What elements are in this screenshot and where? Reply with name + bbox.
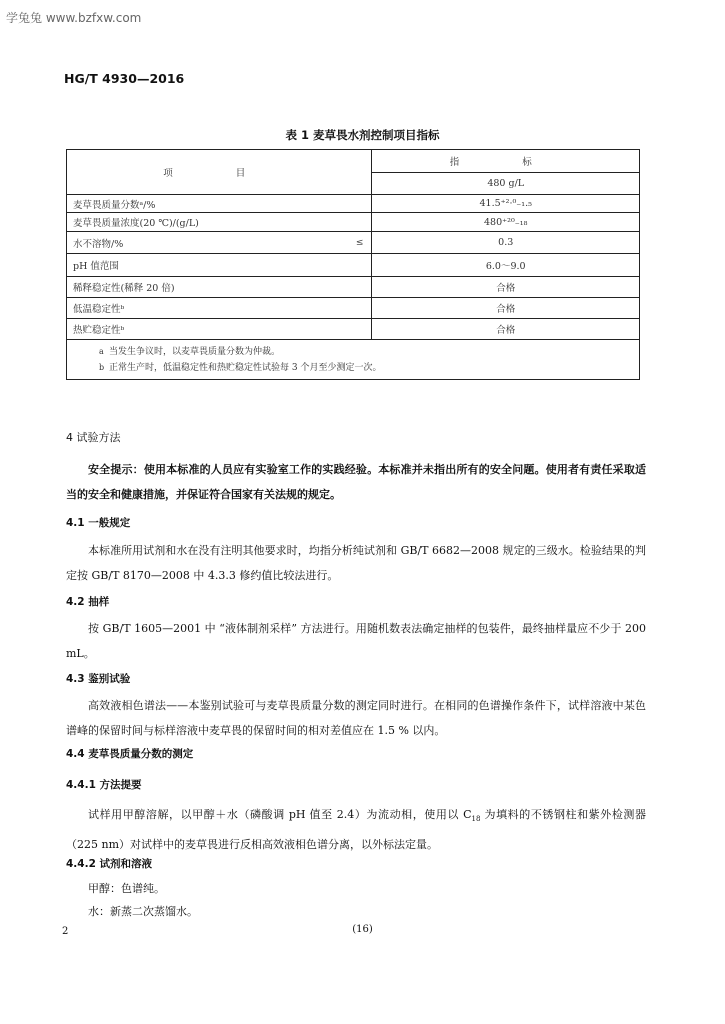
section-4-2-heading: 4.2 抽样 xyxy=(66,596,110,608)
table-row-item: 稀释稳定性(稀释 20 倍) xyxy=(67,277,372,298)
section-4-4-1-text xyxy=(66,802,646,857)
safety-note: 安全提示：使用本标准的人员应有实验室工作的实践经验。本标准并未指出所有的安全问题。使用者有责任采取适当的安全和健康措施，并保证符合国家有关法规的规定。 xyxy=(66,463,646,501)
method-text-a: 试样用甲醇溶解，以甲醇＋水（磷酸调 pH 值至 2.4）为流动相，使用以 C xyxy=(88,808,472,821)
table-row-value: 0.3 xyxy=(372,232,640,254)
header-item: 项 目 xyxy=(67,150,372,195)
table-row-item xyxy=(67,232,372,254)
note-text: 正常生产时，低温稳定性和热贮稳定性试验每 3 个月至少测定一次。 xyxy=(109,362,382,373)
table-row-value: 合格 xyxy=(372,277,640,298)
table-row-value: 41.5⁺²·⁰₋₁.₅ xyxy=(372,195,640,213)
section-4-heading: 4 试验方法 xyxy=(66,431,121,444)
table-row-item: 热贮稳定性ᵇ xyxy=(67,319,372,340)
section-4-4-heading: 4.4 麦草畏质量分数的测定 xyxy=(66,748,194,760)
section-4-1-text: 本标准所用试剂和水在没有注明其他要求时，均指分析纯试剂和 GB/T 6682—2008 规定的三级水。检验结果的判定按 GB/T 8170—2008 中 4.3.3 修约值比较法进行。 xyxy=(66,544,646,582)
method-text-b: 为填料的不锈钢柱和紫外检测器（225 nm）对试样中的麦草畏进行反相高效液相色谱分离，以外标法定量。 xyxy=(66,808,647,852)
reagent-water: 水：新蒸二次蒸馏水。 xyxy=(88,905,198,918)
table-row-item: 低温稳定性ᵇ xyxy=(67,298,372,319)
spec-table xyxy=(66,149,640,380)
table-note xyxy=(73,360,633,376)
table-row-value: 6.0～9.0 xyxy=(372,254,640,277)
table-notes xyxy=(67,340,640,380)
section-4-3-heading: 4.3 鉴别试验 xyxy=(66,673,131,685)
table-row-value: 480⁺²⁰₋₁₈ xyxy=(372,213,640,232)
note-marker: a xyxy=(99,346,104,356)
table-row-value: 合格 xyxy=(372,298,640,319)
section-4-3-text: 高效液相色谱法——本鉴别试验可与麦草畏质量分数的测定同时进行。在相同的色谱操作条件下，试样溶液中某色谱峰的保留时间与标样溶液中麦草畏的保留时间的相对差值应在 1.5 % 以内。 xyxy=(66,699,646,737)
table-caption: 表 1 麦草畏水剂控制项目指标 xyxy=(285,128,440,142)
section-4-2-text: 按 GB/T 1605—2001 中 “液体制剂采样” 方法进行。用随机数表法确定抽样的包装件，最终抽样量应不少于 200 mL。 xyxy=(66,622,646,660)
table-row-item: 麦草畏质量分数ᵃ/% xyxy=(67,195,372,213)
page-number: 2 xyxy=(62,926,69,937)
spec-value: 480 g/L xyxy=(372,173,640,195)
table-note xyxy=(73,344,633,360)
note-marker: b xyxy=(99,362,105,372)
header-indicator: 指 标 xyxy=(372,150,640,173)
page-sequence: (16) xyxy=(352,924,373,935)
le-mark: ≤ xyxy=(355,237,364,248)
section-4-4-1-heading: 4.4.1 方法提要 xyxy=(66,779,142,791)
table-row-item-label: 水不溶物/% xyxy=(73,238,124,250)
reagent-methanol: 甲醇：色谱纯。 xyxy=(88,882,165,895)
section-4-1-heading: 4.1 一般规定 xyxy=(66,517,131,529)
c18-subscript: 18 xyxy=(471,815,481,824)
table-row-item: 麦草畏质量浓度(20 ℃)/(g/L) xyxy=(67,213,372,232)
note-text: 当发生争议时，以麦草畏质量分数为仲裁。 xyxy=(109,346,281,357)
table-row-item: pH 值范围 xyxy=(67,254,372,277)
watermark: 学兔兔 www.bzfxw.com xyxy=(6,11,142,25)
table-row-value: 合格 xyxy=(372,319,640,340)
section-4-4-2-heading: 4.4.2 试剂和溶液 xyxy=(66,858,153,870)
standard-number: HG/T 4930—2016 xyxy=(64,71,185,86)
